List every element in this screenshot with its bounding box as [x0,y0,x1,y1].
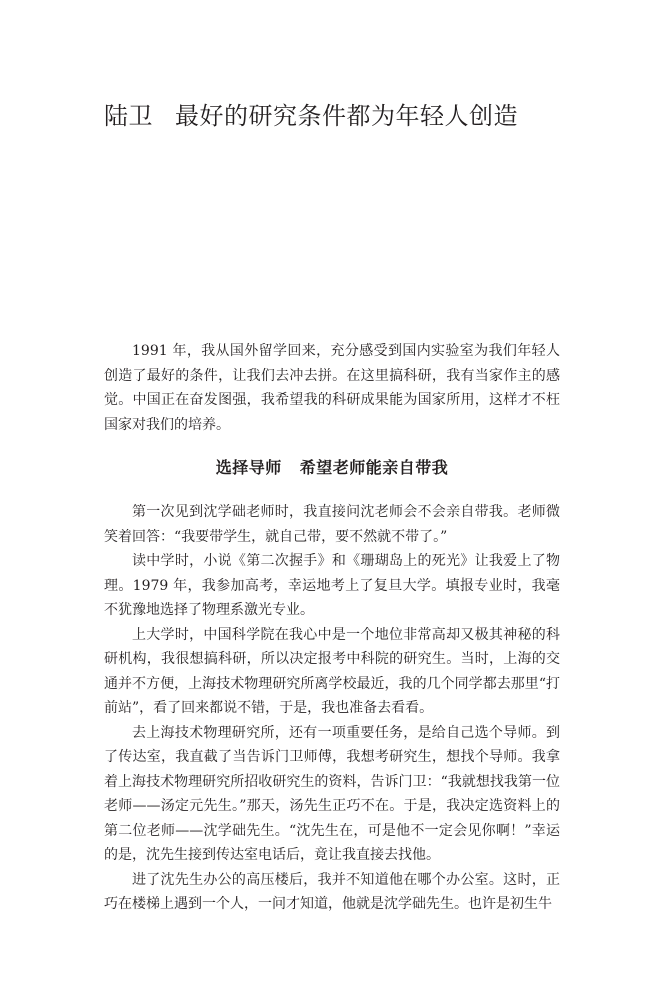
section-heading-sub: 希望老师能亲自带我 [299,458,449,477]
intro-section [104,339,560,437]
chapter-title [104,98,518,134]
body-paragraph: 进了沈先生办公的高压楼后，我并不知道他在哪个办公室。这时，正巧在楼梯上遇到一个人，一问才知道，他就是沈学础先生。也许是初生牛 [104,871,560,912]
body-paragraph: 第一次见到沈学础老师时，我直接问沈老师会不会亲自带我。老师微笑着回答：“我要带学生，就自己带，要不然就不带了。” [104,504,560,545]
section-heading [104,455,560,481]
section-heading-main: 选择导师 [215,458,282,477]
chapter-author: 陆卫 [104,102,153,130]
body-paragraph: 去上海技术物理研究所，还有一项重要任务，是给自己选个导师。到了传达室，我直截了当告诉门卫师傅，我想考研究生，想找个导师。我拿着上海技术物理研究所招收研究生的资料，告诉门卫：“我就想找我第一位老师——汤定元先生。”那天，汤先生正巧不在。于是，我决定选资料上的第二位老师——沈学础先生。“沈先生在，可是他不一定会见你啊！”幸运的是，沈先生接到传达室电话后，竟让我直接去找他。 [104,724,560,863]
chapter-title-text: 最好的研究条件都为年轻人创造 [175,102,518,130]
section-body [104,500,560,917]
intro-paragraph: 1991 年，我从国外留学回来，充分感受到国内实验室为我们年轻人创造了最好的条件，让我们去冲去拼。在这里搞科研，我有当家作主的感觉。中国正在奋发图强，我希望我的科研成果能为国家所用，这样才不枉国家对我们的培养。 [104,343,560,433]
body-paragraph: 上大学时，中国科学院在我心中是一个地位非常高却又极其神秘的科研机构，我很想搞科研，所以决定报考中科院的研究生。当时，上海的交通并不方便，上海技术物理研究所离学校最近，我的几个同学都去那里“打前站”，看了回来都说不错，于是，我也准备去看看。 [104,626,560,716]
body-paragraph: 读中学时，小说《第二次握手》和《珊瑚岛上的死光》让我爱上了物理。1979 年，我参加高考，幸运地考上了复旦大学。填报专业时，我毫不犹豫地选择了物理系激光专业。 [104,553,560,618]
